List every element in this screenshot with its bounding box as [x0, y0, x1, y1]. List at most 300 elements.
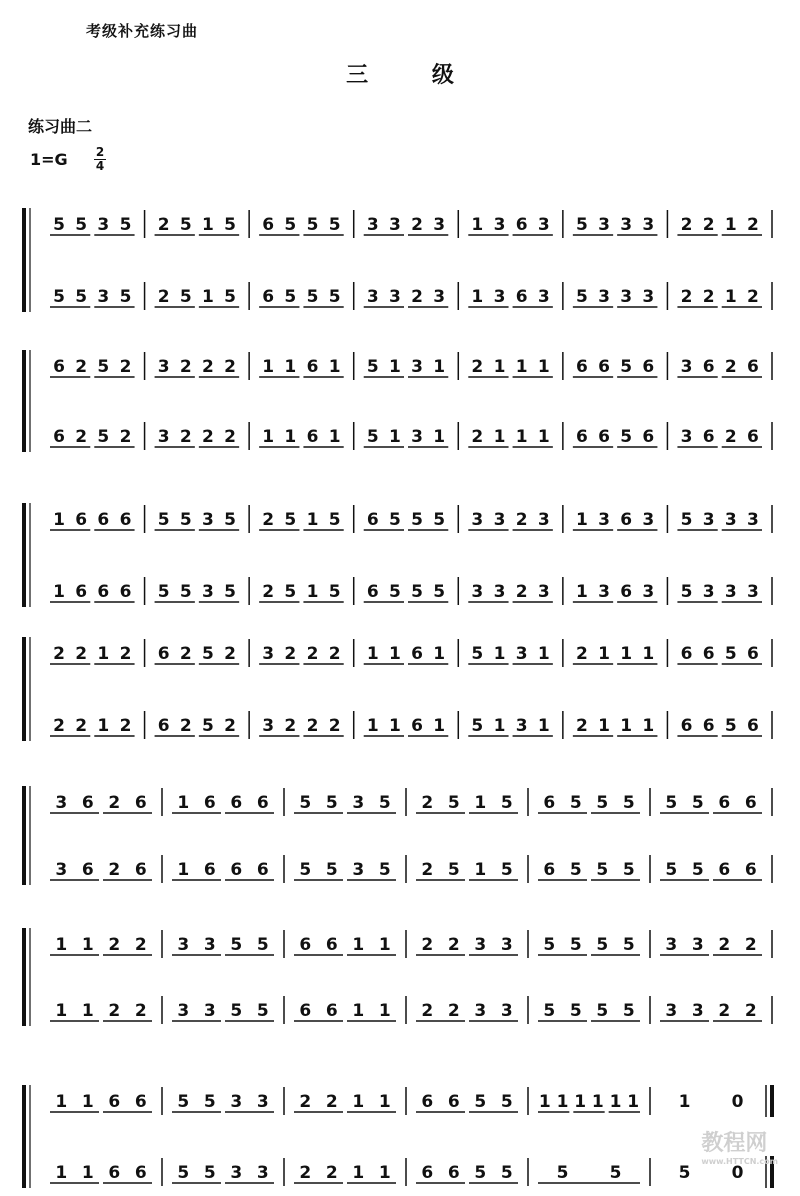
note-lower: 6: [702, 716, 715, 736]
note-upper: 5: [543, 935, 556, 955]
note-lower: 5: [543, 1001, 556, 1021]
note-lower: 5: [389, 582, 401, 602]
note-lower: 1: [366, 716, 379, 736]
note-upper: 5: [378, 793, 391, 813]
note-upper: 6: [421, 1092, 434, 1112]
note-lower: 5: [157, 582, 170, 602]
note-upper: 1: [306, 510, 319, 530]
note-upper: 1: [389, 644, 401, 664]
note-lower: 6: [680, 716, 693, 736]
note-lower: 5: [500, 1163, 513, 1183]
note-upper: 6: [642, 357, 655, 377]
note-lower: 3: [352, 860, 365, 880]
note-lower: 3: [433, 287, 446, 307]
note-lower: 2: [53, 716, 65, 736]
note-upper: 2: [576, 644, 588, 664]
note-upper: 1: [538, 1092, 551, 1112]
note-lower: 5: [203, 1163, 216, 1183]
note-upper: 5: [256, 935, 269, 955]
note-upper: 6: [447, 1092, 460, 1112]
note-upper: 1: [556, 1092, 569, 1112]
note-upper: 6: [718, 793, 731, 813]
note-upper: 2: [680, 215, 693, 235]
note-lower: 2: [325, 1163, 338, 1183]
note-lower: 2: [515, 582, 528, 602]
note-upper: 2: [75, 357, 88, 377]
note-upper: 6: [299, 935, 312, 955]
note-lower: 1: [433, 716, 446, 736]
note-upper: 3: [500, 935, 513, 955]
note-upper: 2: [724, 357, 737, 377]
note-upper: 0: [731, 1092, 744, 1112]
note-upper: 1: [177, 793, 190, 813]
note-lower: 2: [179, 427, 192, 447]
note-upper: 1: [591, 1092, 604, 1112]
note-lower: 2: [179, 716, 192, 736]
note-lower: 3: [620, 287, 633, 307]
note-upper: 6: [230, 793, 243, 813]
note-upper: 1: [352, 1092, 365, 1112]
note-upper: 6: [325, 935, 338, 955]
note-lower: 2: [75, 427, 88, 447]
note-upper: 3: [471, 510, 484, 530]
note-upper: 2: [411, 215, 423, 235]
note-upper: 5: [447, 793, 460, 813]
note-lower: 2: [299, 1163, 312, 1183]
note-lower: 1: [576, 582, 588, 602]
note-upper: 1: [537, 357, 550, 377]
note-upper: 1: [81, 1092, 94, 1112]
note-upper: 5: [471, 644, 484, 664]
note-lower: 3: [230, 1163, 243, 1183]
note-upper: 5: [433, 510, 446, 530]
note-lower: 1: [389, 427, 401, 447]
note-lower: 6: [53, 427, 65, 447]
note-upper: 5: [500, 793, 513, 813]
note-lower: 2: [119, 427, 132, 447]
watermark-logo: [701, 1126, 778, 1166]
note-upper: 2: [306, 644, 319, 664]
note-lower: 2: [262, 582, 275, 602]
note-lower: 3: [97, 287, 110, 307]
note-upper: 3: [202, 510, 214, 530]
note-lower: 2: [724, 427, 737, 447]
note-upper: 5: [299, 793, 312, 813]
note-lower: 1: [537, 716, 550, 736]
note-lower: 6: [576, 427, 588, 447]
note-upper: 3: [702, 510, 715, 530]
note-lower: 2: [224, 427, 236, 447]
note-lower: 3: [389, 287, 401, 307]
note-lower: 1: [474, 860, 487, 880]
note-upper: 1: [433, 357, 446, 377]
note-lower: 1: [493, 716, 506, 736]
note-lower: 5: [53, 287, 65, 307]
note-lower: 5: [97, 427, 110, 447]
note-upper: 6: [119, 510, 132, 530]
note-upper: 2: [108, 793, 121, 813]
note-lower: 5: [325, 860, 338, 880]
note-upper: 5: [157, 510, 170, 530]
note-lower: 1: [642, 716, 655, 736]
note-upper: 6: [262, 215, 275, 235]
note-upper: 2: [202, 357, 214, 377]
note-upper: 2: [119, 357, 132, 377]
note-upper: 1: [609, 1092, 622, 1112]
note-lower: 3: [680, 427, 693, 447]
note-upper: 6: [108, 1092, 121, 1112]
note-lower: 3: [474, 1001, 487, 1021]
note-lower: 3: [202, 582, 214, 602]
note-lower: 3: [157, 427, 170, 447]
note-lower: 3: [747, 582, 759, 602]
note-lower: 6: [747, 427, 759, 447]
note-upper: 5: [569, 793, 582, 813]
title-char-1: 三: [346, 63, 369, 88]
meter-top: 2: [95, 145, 105, 159]
note-upper: 1: [284, 357, 297, 377]
note-upper: 1: [55, 935, 68, 955]
note-lower: 3: [642, 582, 655, 602]
note-upper: 5: [202, 644, 214, 664]
note-upper: 1: [598, 644, 610, 664]
note-lower: 6: [75, 582, 88, 602]
note-upper: 5: [411, 510, 423, 530]
note-lower: 2: [75, 716, 88, 736]
note-lower: 5: [230, 1001, 243, 1021]
note-lower: 5: [433, 582, 446, 602]
note-upper: 2: [75, 644, 88, 664]
note-upper: 6: [256, 793, 269, 813]
note-upper: 5: [75, 215, 88, 235]
note-upper: 6: [81, 793, 94, 813]
note-lower: 1: [493, 427, 506, 447]
note-lower: 5: [596, 860, 609, 880]
note-upper: 3: [493, 215, 506, 235]
note-lower: 2: [108, 860, 121, 880]
note-lower: 5: [447, 860, 460, 880]
note-upper: 2: [471, 357, 484, 377]
note-upper: 2: [747, 215, 759, 235]
note-upper: 1: [81, 935, 94, 955]
note-lower: 5: [691, 860, 704, 880]
note-lower: 5: [622, 1001, 635, 1021]
note-upper: 6: [543, 793, 556, 813]
note-upper: 1: [433, 644, 446, 664]
note-upper: 6: [747, 644, 759, 664]
note-lower: 6: [515, 287, 528, 307]
note-lower: 5: [576, 287, 588, 307]
note-upper: 3: [620, 215, 633, 235]
note-upper: 3: [680, 357, 693, 377]
note-lower: 1: [389, 716, 401, 736]
note-lower: 6: [306, 427, 319, 447]
note-upper: 1: [378, 1092, 391, 1112]
note-upper: 6: [134, 1092, 147, 1112]
note-upper: 5: [680, 510, 693, 530]
note-upper: 3: [665, 935, 678, 955]
note-upper: 1: [515, 357, 528, 377]
note-upper: 5: [622, 793, 635, 813]
note-upper: 1: [389, 357, 401, 377]
note-lower: 6: [744, 860, 757, 880]
note-lower: 5: [299, 860, 312, 880]
note-lower: 1: [284, 427, 297, 447]
note-upper: 3: [203, 935, 216, 955]
note-lower: 1: [537, 427, 550, 447]
note-upper: 1: [493, 357, 506, 377]
note-lower: 5: [306, 287, 319, 307]
note-lower: 1: [515, 427, 528, 447]
note-upper: 5: [576, 215, 588, 235]
note-lower: 1: [352, 1163, 365, 1183]
note-lower: 3: [537, 287, 550, 307]
note-upper: 1: [97, 644, 110, 664]
note-upper: 1: [55, 1092, 68, 1112]
note-lower: 2: [202, 427, 214, 447]
note-lower: 6: [230, 860, 243, 880]
note-lower: 5: [609, 1163, 622, 1183]
note-lower: 2: [224, 716, 236, 736]
note-lower: 2: [119, 716, 132, 736]
note-lower: 3: [537, 582, 550, 602]
note-upper: 6: [702, 644, 715, 664]
note-upper: 5: [179, 510, 192, 530]
note-lower: 2: [108, 1001, 121, 1021]
note-upper: 5: [596, 793, 609, 813]
note-lower: 5: [569, 860, 582, 880]
note-lower: 3: [262, 716, 275, 736]
note-upper: 5: [389, 510, 401, 530]
note-lower: 5: [678, 1163, 691, 1183]
note-lower: 1: [378, 1163, 391, 1183]
note-lower: 3: [366, 287, 379, 307]
note-lower: 1: [53, 582, 65, 602]
note-lower: 2: [411, 287, 423, 307]
note-upper: 1: [627, 1092, 640, 1112]
note-lower: 5: [378, 860, 391, 880]
note-upper: 3: [433, 215, 446, 235]
note-lower: 5: [556, 1163, 569, 1183]
note-upper: 6: [134, 793, 147, 813]
note-lower: 6: [97, 582, 110, 602]
note-upper: 6: [680, 644, 693, 664]
note-lower: 0: [731, 1163, 744, 1183]
note-upper: 6: [75, 510, 88, 530]
note-upper: 6: [157, 644, 170, 664]
note-lower: 6: [256, 860, 269, 880]
note-lower: 5: [500, 860, 513, 880]
note-upper: 1: [262, 357, 275, 377]
note-upper: 3: [157, 357, 170, 377]
note-upper: 6: [411, 644, 423, 664]
note-lower: 6: [421, 1163, 434, 1183]
note-upper: 6: [366, 510, 379, 530]
note-lower: 1: [378, 1001, 391, 1021]
note-lower: 5: [119, 287, 132, 307]
note-upper: 6: [203, 793, 216, 813]
note-upper: 1: [620, 644, 633, 664]
note-lower: 3: [203, 1001, 216, 1021]
note-upper: 6: [576, 357, 588, 377]
note-lower: 5: [177, 1163, 190, 1183]
note-upper: 1: [724, 215, 737, 235]
note-upper: 5: [284, 215, 297, 235]
note-upper: 3: [493, 510, 506, 530]
note-upper: 2: [421, 793, 434, 813]
note-lower: 1: [202, 287, 214, 307]
note-upper: 3: [256, 1092, 269, 1112]
note-upper: 2: [447, 935, 460, 955]
note-lower: 6: [620, 582, 633, 602]
note-upper: 5: [224, 510, 236, 530]
note-upper: 6: [620, 510, 633, 530]
note-upper: 1: [471, 215, 484, 235]
note-upper: 3: [97, 215, 110, 235]
note-upper: 6: [306, 357, 319, 377]
note-upper: 3: [691, 935, 704, 955]
note-upper: 6: [97, 510, 110, 530]
note-lower: 3: [691, 1001, 704, 1021]
note-lower: 5: [596, 1001, 609, 1021]
note-upper: 5: [366, 357, 379, 377]
note-lower: 1: [55, 1163, 68, 1183]
note-lower: 6: [157, 716, 170, 736]
note-upper: 2: [515, 510, 528, 530]
note-lower: 6: [447, 1163, 460, 1183]
note-lower: 1: [306, 582, 319, 602]
title-char-2: 级: [431, 63, 454, 88]
note-lower: 5: [471, 716, 484, 736]
note-upper: 2: [157, 215, 170, 235]
note-upper: 6: [702, 357, 715, 377]
note-lower: 3: [411, 427, 423, 447]
note-upper: 5: [724, 644, 737, 664]
book-header: 考级补充练习曲: [86, 22, 199, 40]
note-lower: 3: [598, 582, 610, 602]
note-lower: 5: [179, 582, 192, 602]
note-upper: 5: [203, 1092, 216, 1112]
note-lower: 1: [620, 716, 633, 736]
note-upper: 2: [134, 935, 147, 955]
note-upper: 2: [53, 644, 65, 664]
note-lower: 6: [81, 860, 94, 880]
note-lower: 3: [55, 860, 68, 880]
note-upper: 2: [224, 357, 236, 377]
note-lower: 6: [411, 716, 423, 736]
note-upper: 6: [744, 793, 757, 813]
note-upper: 5: [620, 357, 633, 377]
note-lower: 3: [598, 287, 610, 307]
note-lower: 5: [179, 287, 192, 307]
note-lower: 6: [325, 1001, 338, 1021]
note-upper: 6: [53, 357, 65, 377]
note-upper: 2: [299, 1092, 312, 1112]
note-lower: 2: [471, 427, 484, 447]
note-lower: 3: [642, 287, 655, 307]
note-lower: 6: [108, 1163, 121, 1183]
note-upper: 3: [598, 215, 610, 235]
note-upper: 2: [262, 510, 275, 530]
note-upper: 2: [179, 644, 192, 664]
note-upper: 2: [325, 1092, 338, 1112]
watermark-url: www.HTTCN.com: [701, 1157, 778, 1166]
key-signature: 1=G: [30, 150, 68, 169]
note-upper: 3: [474, 935, 487, 955]
note-lower: 6: [134, 1163, 147, 1183]
note-lower: 1: [724, 287, 737, 307]
note-lower: 3: [724, 582, 737, 602]
note-upper: 1: [642, 644, 655, 664]
note-lower: 5: [411, 582, 423, 602]
note-lower: 6: [702, 427, 715, 447]
note-lower: 2: [744, 1001, 757, 1021]
note-lower: 5: [622, 860, 635, 880]
note-lower: 1: [97, 716, 110, 736]
note-lower: 5: [569, 1001, 582, 1021]
note-lower: 3: [515, 716, 528, 736]
note-lower: 6: [642, 427, 655, 447]
note-lower: 5: [202, 716, 214, 736]
note-upper: 3: [352, 793, 365, 813]
note-upper: 5: [224, 215, 236, 235]
note-upper: 3: [642, 510, 655, 530]
note-lower: 2: [328, 716, 341, 736]
note-lower: 2: [747, 287, 759, 307]
note-lower: 2: [680, 287, 693, 307]
note-upper: 3: [366, 215, 379, 235]
note-lower: 3: [665, 1001, 678, 1021]
note-lower: 1: [81, 1001, 94, 1021]
note-lower: 5: [620, 427, 633, 447]
note-lower: 5: [724, 716, 737, 736]
note-upper: 5: [665, 793, 678, 813]
note-upper: 3: [411, 357, 423, 377]
note-upper: 5: [328, 215, 341, 235]
note-upper: 1: [352, 935, 365, 955]
note-lower: 5: [284, 287, 297, 307]
note-upper: 2: [119, 644, 132, 664]
note-lower: 2: [702, 287, 715, 307]
note-upper: 6: [747, 357, 759, 377]
note-lower: 2: [447, 1001, 460, 1021]
note-lower: 3: [471, 582, 484, 602]
note-upper: 3: [537, 510, 550, 530]
note-upper: 5: [500, 1092, 513, 1112]
watermark-text: 教程网: [701, 1131, 768, 1156]
note-upper: 1: [574, 1092, 587, 1112]
note-lower: 6: [598, 427, 610, 447]
note-lower: 1: [81, 1163, 94, 1183]
note-lower: 3: [500, 1001, 513, 1021]
note-upper: 2: [744, 935, 757, 955]
note-upper: 3: [389, 215, 401, 235]
meter-bottom: 4: [95, 159, 105, 173]
note-lower: 1: [55, 1001, 68, 1021]
note-upper: 1: [328, 357, 341, 377]
note-lower: 3: [702, 582, 715, 602]
note-upper: 5: [691, 793, 704, 813]
note-upper: 1: [576, 510, 588, 530]
note-lower: 6: [366, 582, 379, 602]
note-upper: 1: [493, 644, 506, 664]
note-lower: 1: [328, 427, 341, 447]
note-upper: 6: [598, 357, 610, 377]
note-upper: 5: [474, 1092, 487, 1112]
note-upper: 5: [569, 935, 582, 955]
note-upper: 1: [366, 644, 379, 664]
note-lower: 1: [262, 427, 275, 447]
